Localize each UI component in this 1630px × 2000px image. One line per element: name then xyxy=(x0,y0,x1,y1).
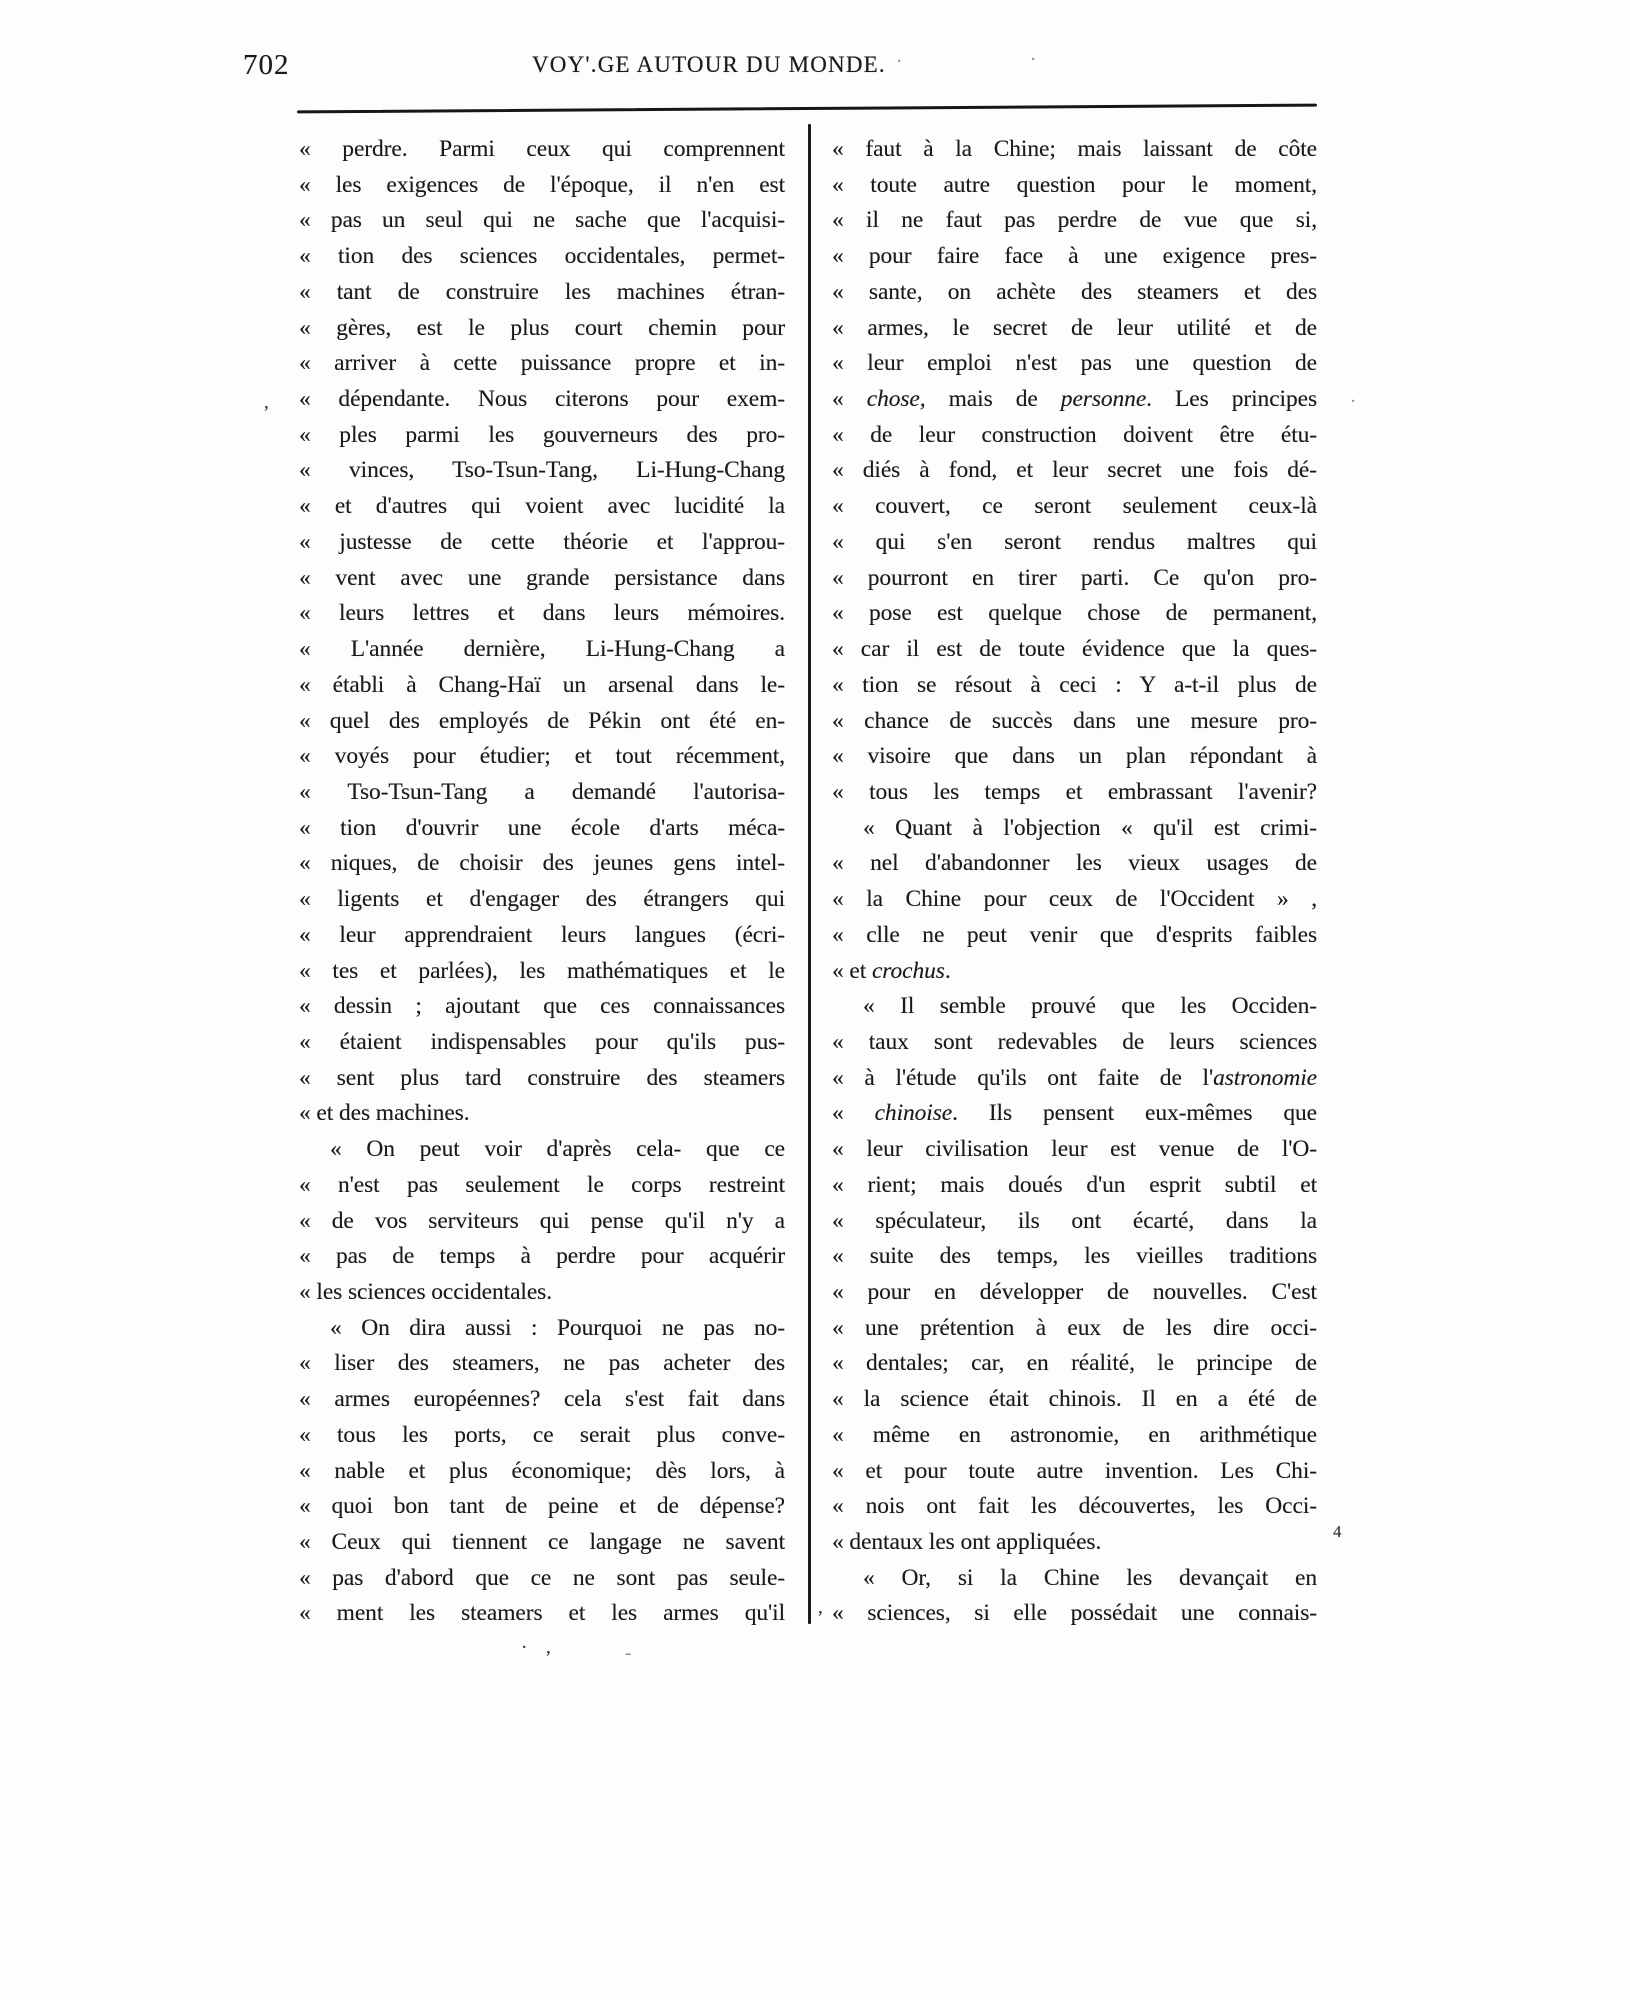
text-line: « de vos serviteurs qui pense qu'il n'y a xyxy=(299,1207,785,1234)
text-line: « leur emploi n'est pas une question de xyxy=(832,350,1317,377)
text-line: « à l'étude qu'ils ont faite de l'astronomie xyxy=(832,1064,1317,1091)
scan-artifact: · xyxy=(1350,391,1357,412)
text-line: « ples parmi les gouverneurs des pro- xyxy=(299,421,785,448)
text-line: « et crochus. xyxy=(832,957,951,984)
scan-artifact: , xyxy=(546,1637,551,1658)
text-line: « la science était chinois. Il en a été de xyxy=(832,1386,1317,1413)
text-line: « dentales; car, en réalité, le principe de xyxy=(832,1350,1317,1377)
text-line: « chance de succès dans une mesure pro- xyxy=(832,707,1317,734)
text-line: « faut à la Chine; mais laissant de côte xyxy=(832,136,1317,162)
text-line: « pose est quelque chose de permanent, xyxy=(832,600,1317,627)
text-line: « leurs lettres et dans leurs mémoires. xyxy=(299,600,785,627)
text-line: « tion des sciences occidentales, permet- xyxy=(299,243,785,270)
text-line: « L'année dernière, Li-Hung-Chang a xyxy=(299,636,785,663)
text-line: « dentaux les ont appliquées. xyxy=(832,1529,1102,1556)
text-line: « qui s'en seront rendus maltres qui xyxy=(832,528,1317,555)
text-line: « tion d'ouvrir une école d'arts méca- xyxy=(299,814,785,841)
text-line: « une prétention à eux de les dire occi- xyxy=(832,1314,1317,1341)
text-line: « même en astronomie, en arithmétique xyxy=(832,1421,1317,1448)
text-line: « quel des employés de Pékin ont été en- xyxy=(299,707,785,734)
text-line: « visoire que dans un plan répondant à xyxy=(832,743,1317,770)
text-line: « clle ne peut venir que d'esprits faibles xyxy=(832,921,1317,948)
text-line: « dessin ; ajoutant que ces connaissances xyxy=(299,993,785,1020)
text-line: « pourront en tirer parti. Ce qu'on pro- xyxy=(832,564,1317,591)
text-line: « pour faire face à une exigence pres- xyxy=(832,243,1317,270)
text-line: « niques, de choisir des jeunes gens intel- xyxy=(299,850,785,877)
column-divider xyxy=(808,124,811,1624)
text-line: « quoi bon tant de peine et de dépense? xyxy=(299,1493,785,1520)
text-line: « ment les steamers et les armes qu'il xyxy=(299,1600,785,1627)
text-line: « chinoise. Ils pensent eux-mêmes que xyxy=(832,1100,1317,1127)
text-line: « diés à fond, et leur secret une fois dé- xyxy=(832,457,1317,484)
text-line: « gères, est le plus court chemin pour xyxy=(299,314,785,341)
text-line: « chose, mais de personne. Les principes xyxy=(832,386,1317,413)
text-line: « pas de temps à perdre pour acquérir xyxy=(299,1243,785,1270)
text-line: « les exigences de l'époque, il n'en est xyxy=(299,171,785,198)
text-line: « nois ont fait les découvertes, les Occi- xyxy=(832,1493,1317,1520)
scan-artifact: · xyxy=(521,1637,528,1658)
text-line: « arriver à cette puissance propre et in- xyxy=(299,350,785,377)
text-line: « ligents et d'engager des étrangers qui xyxy=(299,886,785,913)
text-line: « rient; mais doués d'un esprit subtil et xyxy=(832,1171,1317,1198)
text-line: « établi à Chang-Haï un arsenal dans le- xyxy=(299,671,785,698)
text-line: « de leur construction doivent être étu- xyxy=(832,421,1317,448)
text-line: « tant de construire les machines étran- xyxy=(299,278,785,305)
text-line: « Il semble prouvé que les Occiden- xyxy=(863,993,1317,1020)
text-line: « spéculateur, ils ont écarté, dans la xyxy=(832,1207,1317,1234)
text-line: « leur apprendraient leurs langues (écri- xyxy=(299,921,785,948)
text-line: « On dira aussi : Pourquoi ne pas no- xyxy=(330,1314,785,1341)
text-line: « perdre. Parmi ceux qui comprennent xyxy=(299,136,785,162)
scan-artifact: 4 xyxy=(1333,1522,1342,1541)
text-line: « armes, le secret de leur utilité et de xyxy=(832,314,1317,341)
text-line: « et d'autres qui voient avec lucidité la xyxy=(299,493,785,520)
text-line: « justesse de cette théorie et l'approu- xyxy=(299,528,785,555)
text-line: « suite des temps, les vieilles traditions xyxy=(832,1243,1317,1270)
text-line: « sante, on achète des steamers et des xyxy=(832,278,1317,305)
text-line: « la Chine pour ceux de l'Occident » , xyxy=(832,886,1317,913)
text-line: « étaient indispensables pour qu'ils pus- xyxy=(299,1028,785,1055)
text-line: « vinces, Tso-Tsun-Tang, Li-Hung-Chang xyxy=(299,457,785,484)
text-line: « car il est de toute évidence que la ques- xyxy=(832,636,1317,663)
scan-artifact: · xyxy=(896,51,903,72)
text-line: « armes européennes? cela s'est fait dans xyxy=(299,1386,785,1413)
running-title: VOY'.GE AUTOUR DU MONDE. xyxy=(532,52,886,77)
text-line: « Quant à l'objection « qu'il est crimi- xyxy=(863,814,1317,841)
scan-artifact: - xyxy=(625,1643,632,1664)
text-line: « pas d'abord que ce ne sont pas seule- xyxy=(299,1564,785,1591)
column-right xyxy=(832,132,1317,1632)
text-line: « Or, si la Chine les devançait en xyxy=(863,1564,1317,1591)
text-line: « pas un seul qui ne sache que l'acquisi- xyxy=(299,207,785,234)
text-line: « tion se résout à ceci : Y a-t-il plus de xyxy=(832,671,1317,698)
text-line: « leur civilisation leur est venue de l'O- xyxy=(832,1136,1317,1163)
text-line: « couvert, ce seront seulement ceux-là xyxy=(832,493,1317,520)
text-line: « On peut voir d'après cela- que ce xyxy=(330,1136,785,1163)
scan-artifact: , xyxy=(818,1597,823,1618)
text-line: « n'est pas seulement le corps restreint xyxy=(299,1171,785,1198)
text-line: « et des machines. xyxy=(299,1100,470,1127)
text-line: « nel d'abandonner les vieux usages de xyxy=(832,850,1317,877)
text-line: « vent avec une grande persistance dans xyxy=(299,564,785,591)
text-line: « voyés pour étudier; et tout récemment, xyxy=(299,743,785,770)
text-line: « taux sont redevables de leurs sciences xyxy=(832,1028,1317,1055)
text-line: « nable et plus économique; dès lors, à xyxy=(299,1457,785,1484)
scan-artifact: , xyxy=(264,392,269,413)
text-line: « Ceux qui tiennent ce langage ne savent xyxy=(299,1529,785,1556)
text-line: « Tso-Tsun-Tang a demandé l'autorisa- xyxy=(299,778,785,805)
text-line: « et pour toute autre invention. Les Chi- xyxy=(832,1457,1317,1484)
text-line: « tous les ports, ce serait plus conve- xyxy=(299,1421,785,1448)
text-line: « les sciences occidentales. xyxy=(299,1279,552,1305)
text-line: « toute autre question pour le moment, xyxy=(832,171,1317,198)
header-rule xyxy=(297,104,1317,114)
text-line: « dépendante. Nous citerons pour exem- xyxy=(299,386,785,413)
column-left xyxy=(299,132,785,1632)
text-line: « sent plus tard construire des steamers xyxy=(299,1064,785,1091)
text-line: « il ne faut pas perdre de vue que si, xyxy=(832,207,1317,234)
text-line: « liser des steamers, ne pas acheter des xyxy=(299,1350,785,1377)
text-line: « tes et parlées), les mathématiques et le xyxy=(299,957,785,984)
page-number: 702 xyxy=(243,49,290,81)
text-line: « tous les temps et embrassant l'avenir? xyxy=(832,778,1317,805)
text-line: « sciences, si elle possédait une connais- xyxy=(832,1600,1317,1627)
scan-artifact: · xyxy=(1030,49,1037,70)
text-line: « pour en développer de nouvelles. C'est xyxy=(832,1279,1317,1305)
